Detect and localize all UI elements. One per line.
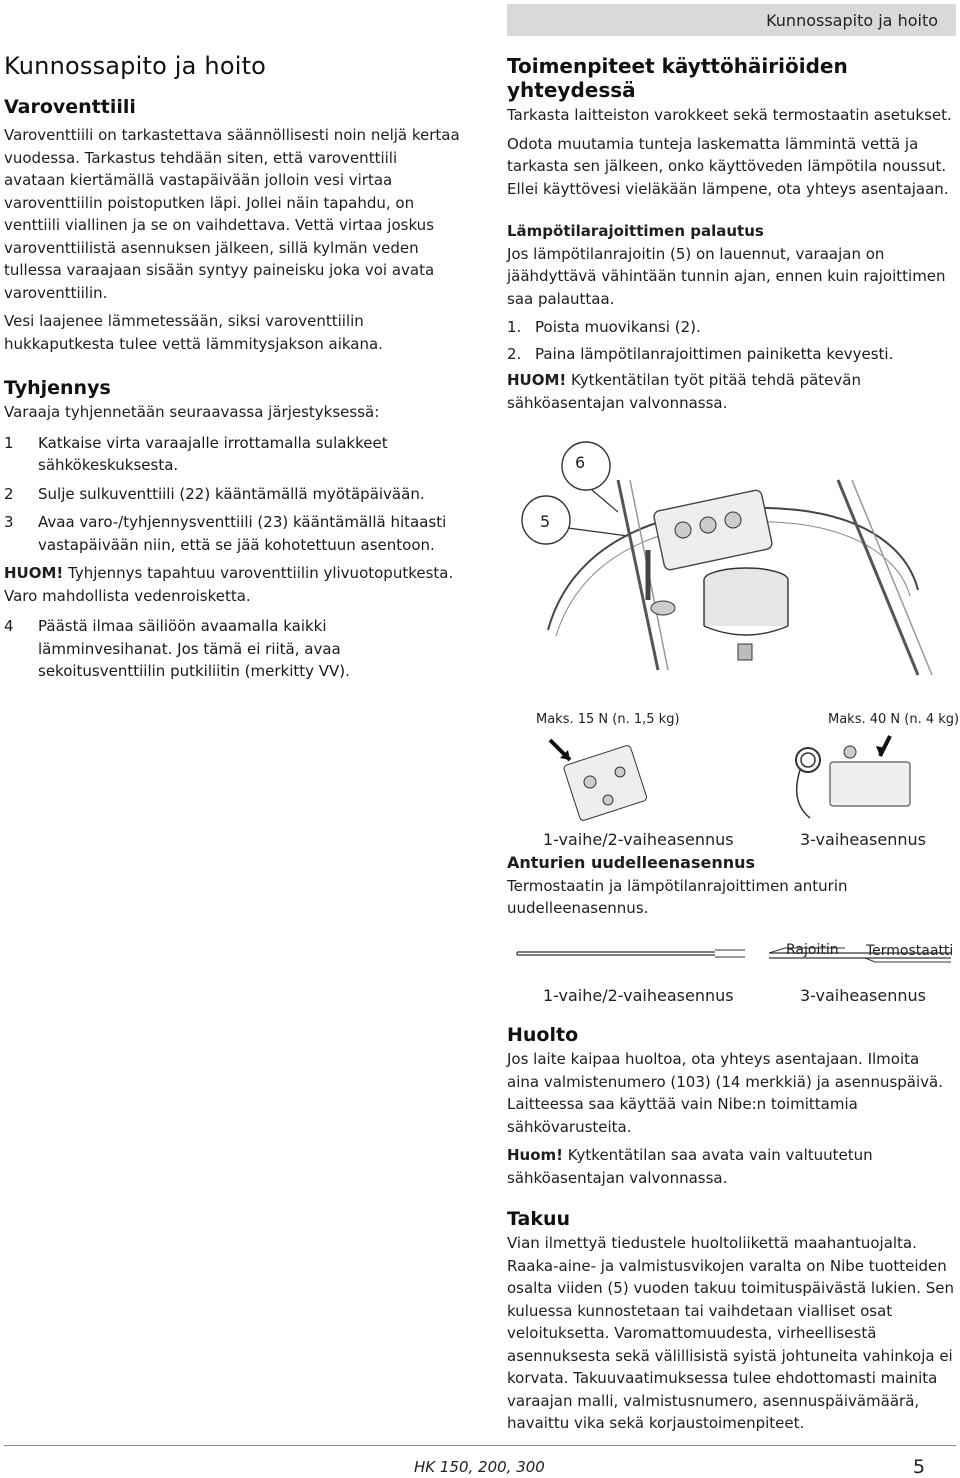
takuu-heading: Takuu: [507, 1208, 571, 1230]
palautus-note: HUOM! Kytkentätilan työt pitää tehdä pätevän sähköasentajan valvonnassa.: [507, 371, 861, 412]
toimenpiteet-para1: Tarkasta laitteiston varokkeet sekä termostaatin asetukset.: [507, 106, 952, 124]
palautus-steps: [507, 316, 955, 365]
install-3phase-label-2: 3-vaiheasennus: [800, 986, 926, 1005]
anturit-section: [507, 852, 955, 920]
list-item: 3 Avaa varo-/tyhjennysventtiili (23) kääntämällä hitaasti vastapäivään niin, että se jää kohotettuun asentoon.: [4, 513, 447, 554]
max-force-left: Maks. 15 N (n. 1,5 kg): [536, 712, 680, 727]
callout-6: 6: [575, 453, 586, 472]
list-item: 4 Päästä ilmaa säiliöön avaamalla kaikki lämminvesihanat. Jos tämä ei riitä, avaa sekoitusventtiilin putkiliitin (merkitty VV).: [4, 617, 350, 680]
huolto-section: [507, 1024, 955, 1189]
huolto-heading: Huolto: [507, 1024, 579, 1046]
palautus-heading: Lämpötilarajoittimen palautus: [507, 222, 764, 240]
varoventtiili-para2: Vesi laajenee lämmetessään, siksi varoventtiilin hukkaputkesta tulee vettä lämmitysjakson aikana.: [4, 312, 383, 353]
takuu-section: [507, 1208, 955, 1435]
tyhjennys-heading: Tyhjennys: [4, 377, 111, 399]
list-item: 2 Sulje sulkuventtiili (22) kääntämällä myötäpäivään.: [4, 484, 425, 503]
varoventtiili-para1: Varoventtiili on tarkastettava säännöllisesti noin neljä kertaa vuodessa. Tarkastus tehdään siten, että varoventtiili avataan kiertämällä vastapäivään jolloin vesi virtaa varoventtiilin poistoputken läpi. Jollei näin tapahdu, on venttiili viallinen ja se on vaihdettava. Vettä virtaa joskus varoventtiilistä asennuksen jälkeen, sillä kylmän veden tullessa varaajaan sisään syntyy paineisku joka voi avata varoventtiilin.: [4, 126, 460, 302]
list-item: 2. Paina lämpötilanrajoittimen painiketta kevyesti.: [507, 344, 894, 363]
right-column: [507, 54, 955, 414]
toimenpiteet-heading: Toimenpiteet käyttöhäiriöiden yhteydessä: [507, 54, 848, 102]
footer-divider: [4, 1445, 956, 1446]
install-1phase-label: 1-vaihe/2-vaiheasennus: [543, 830, 734, 849]
callout-circle-6: [562, 442, 610, 490]
thermostat-3phase-drawing: [780, 732, 950, 822]
anturit-heading: Anturien uudelleenasennus: [507, 853, 756, 872]
header-title: Kunnossapito ja hoito: [766, 11, 938, 30]
list-item: 1 Katkaise virta varaajalle irrottamalla sulakkeet sähkökeskuksesta.: [4, 433, 388, 474]
page-number: 5: [913, 1456, 926, 1478]
tyhjennys-step4: [4, 615, 462, 683]
takuu-para: Vian ilmettyä tiedustele huoltoliikettä maahantuojalta. Raaka-aine- ja valmistusvikojen varalta on Nibe tuotteiden osalta viiden (5) vuoden takuu toimituspäivästä lukien. Sen kuluessa kunnostetaan tai vaihdetaan vialliset osat veloituksetta. Varomattomuudesta, virheellisestä asennuksesta sekä välillisistä syistä johtuneita vahinkoja ei korvata. Takuuvaatimuksessa tulee ehdottomasti mainita varaajan malli, valmistusnumero, asennuspäivämäärä, havaittu vika sekä korjaustoimenpiteet.: [507, 1234, 954, 1432]
header-bar: [507, 4, 956, 36]
varoventtiili-heading: Varoventtiili: [4, 96, 136, 118]
huolto-note: Huom! Kytkentätilan saa avata vain valtuutetun sähköasentajan valvonnassa.: [507, 1146, 873, 1187]
toimenpiteet-para2: Odota muutamia tunteja laskematta lämmintä vettä ja tarkasta sen jälkeen, onko käyttöveden lämpötila noussut. Ellei käyttövesi vieläkään lämpene, ota yhteys asentajaan.: [507, 134, 949, 198]
install-3phase-label: 3-vaiheasennus: [800, 830, 926, 849]
huolto-para: Jos laite kaipaa huoltoa, ota yhteys asentajaan. Ilmoita aina valmistenumero (103) (14 merkkiä) ja asennuspäivä. Laitteessa saa käyttää vain Nibe:n toimittamia sähkövarusteita.: [507, 1050, 943, 1136]
footer-model: HK 150, 200, 300: [414, 1458, 545, 1476]
palautus-para: Jos lämpötilanrajoitin (5) on lauennut, varaajan on jäähdyttävä vähintään tunnin ajan, ennen kuin rajoittimen saa palauttaa.: [507, 244, 946, 308]
label-rajoitin: Rajoitin: [786, 942, 839, 958]
max-force-right: Maks. 40 N (n. 4 kg): [828, 712, 960, 727]
list-item: 1. Poista muovikansi (2).: [507, 318, 701, 336]
callout-5: 5: [540, 512, 551, 531]
tyhjennys-intro: Varaaja tyhjennetään seuraavassa järjestyksessä:: [4, 403, 380, 421]
page-title: Kunnossapito ja hoito: [4, 52, 267, 80]
tyhjennys-note: HUOM! Tyhjennys tapahtuu varoventtiilin ylivuotoputkesta. Varo mahdollista vedenroisketta.: [4, 564, 454, 605]
heater-thermostat-illustration: [508, 440, 956, 680]
install-1phase-label-2: 1-vaihe/2-vaiheasennus: [543, 986, 734, 1005]
anturit-para: Termostaatin ja lämpötilanrajoittimen anturin uudelleenasennus.: [507, 876, 848, 917]
left-column: [4, 52, 462, 689]
thermostat-1phase-drawing: [540, 732, 650, 822]
tyhjennys-steps: [4, 432, 462, 557]
label-termostaatti: Termostaatti: [866, 943, 954, 959]
